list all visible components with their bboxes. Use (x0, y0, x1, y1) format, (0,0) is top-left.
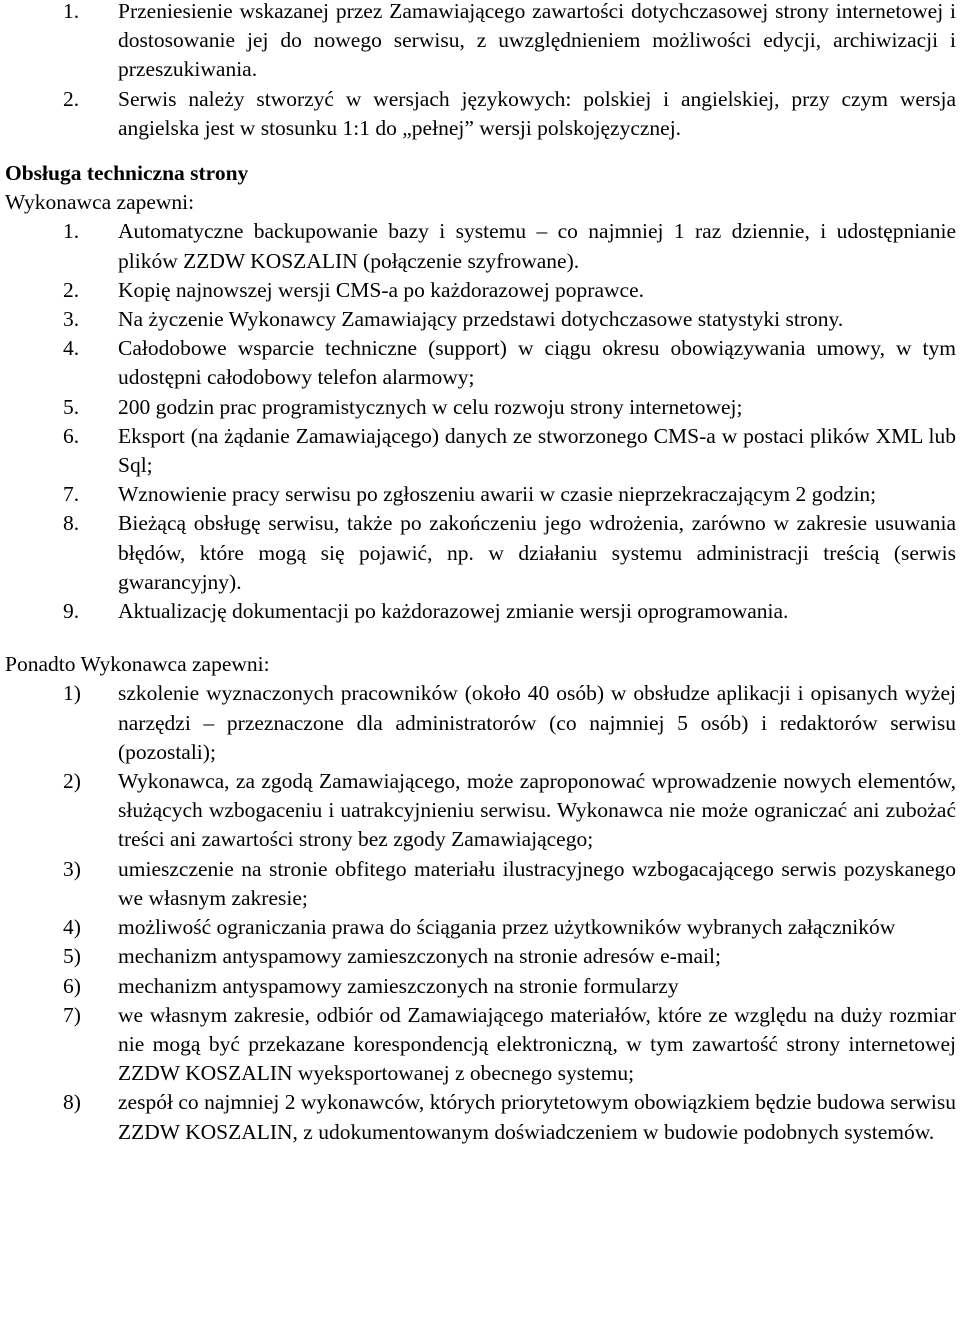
list-item (5, 972, 956, 1001)
list-item (5, 393, 956, 422)
list-number: 1. (63, 219, 80, 244)
list-item (5, 422, 956, 480)
list-item (5, 767, 956, 855)
list-item (5, 276, 956, 305)
tech-list (5, 217, 956, 626)
list-number: 6. (63, 423, 80, 448)
list-number: 1) (63, 681, 81, 706)
list-text: Aktualizację dokumentacji po każdorazowej zmianie wersji oprogramowania. (118, 599, 789, 624)
list-text: Na życzenie Wykonawcy Zamawiający przedstawi dotychczasowe statystyki strony. (118, 307, 844, 332)
list-item (5, 217, 956, 275)
list-number: 5) (63, 944, 81, 969)
list-number: 7) (63, 1002, 81, 1027)
list-text: mechanizm antyspamowy zamieszczonych na stronie adresów e-mail; (118, 944, 721, 969)
list-text: we własnym zakresie, odbiór od Zamawiającego materiałów, które ze względu na duży rozmiar nie mogą być przekazane korespondencją elektroniczną, w tym zawartość strony internetowej ZZDW KOSZALIN wyeksportowanej z obecnego systemu; (118, 1002, 956, 1086)
list-number: 4) (63, 915, 81, 940)
list-item (5, 0, 956, 85)
list-text: szkolenie wyznaczonych pracowników (około 40 osób) w obsłudze aplikacji i opisanych wyżej narzędzi – przeznaczone dla administratorów (co najmniej 5 osób) i redaktorów serwisu (pozostali); (118, 681, 956, 764)
list-text: Eksport (na żądanie Zamawiającego) danych ze stworzonego CMS-a w postaci plików XML lub Sql; (118, 423, 956, 478)
intro-list (5, 0, 956, 143)
list-number: 8. (63, 511, 80, 536)
list-item (5, 942, 956, 971)
list-text: Kopię najnowszej wersji CMS-a po każdorazowej poprawce. (118, 277, 644, 302)
list-text: Całodobowe wsparcie techniczne (support) w ciągu okresu obowiązywania umowy, w tym udostępni całodobowy telefon alarmowy; (118, 336, 956, 390)
list-text: Przeniesienie wskazanej przez Zamawiającego zawartości dotychczasowej strony internetowej i dostosowanie jej do nowego serwisu, z uwzględnieniem możliwości edycji, archiwizacji i przeszukiwania. (118, 0, 956, 82)
list-item (5, 1001, 956, 1089)
list-item (5, 334, 956, 392)
list-number: 3) (63, 856, 81, 881)
list-item (5, 480, 956, 509)
list-number: 1. (63, 0, 80, 23)
list-number: 8) (63, 1090, 81, 1115)
list-number: 2. (63, 86, 80, 111)
additional-list (5, 679, 956, 1146)
list-item (5, 509, 956, 597)
additional-lead: Ponadto Wykonawca zapewni: (5, 652, 270, 677)
list-number: 3. (63, 307, 80, 332)
list-text: Bieżącą obsługę serwisu, także po zakończeniu jego wdrożenia, zarówno w zakresie usuwania błędów, które mogą się pojawić, np. w działaniu systemu administracji treścią (serwis gwarancyjny). (118, 511, 956, 594)
list-item (5, 305, 956, 334)
list-text: 200 godzin prac programistycznych w celu rozwoju strony internetowej; (118, 394, 743, 419)
list-item (5, 85, 956, 143)
list-text: Serwis należy stworzyć w wersjach językowych: polskiej i angielskiej, przy czym wersja angielska jest w stosunku 1:1 do „pełnej” wersji polskojęzycznej. (118, 86, 956, 140)
section-lead: Wykonawca zapewni: (5, 190, 195, 215)
list-item (5, 597, 956, 626)
list-text: możliwość ograniczania prawa do ściągania przez użytkowników wybranych załączników (118, 915, 896, 940)
list-text: Automatyczne backupowanie bazy i systemu – co najmniej 1 raz dziennie, i udostępnianie plików ZZDW KOSZALIN (połączenie szyfrowane). (118, 219, 956, 273)
list-number: 6) (63, 973, 81, 998)
list-item (5, 1088, 956, 1146)
list-item (5, 855, 956, 913)
list-text: zespół co najmniej 2 wykonawców, których priorytetowym obowiązkiem będzie budowa serwisu ZZDW KOSZALIN, z udokumentowanym doświadczeniem w budowie podobnych systemów. (118, 1090, 956, 1144)
list-number: 7. (63, 482, 80, 507)
list-item (5, 913, 956, 942)
list-item (5, 679, 956, 767)
list-number: 2. (63, 277, 80, 302)
list-text: mechanizm antyspamowy zamieszczonych na stronie formularzy (118, 973, 679, 998)
list-text: Wykonawca, za zgodą Zamawiającego, może zaproponować wprowadzenie nowych elementów, służących wzbogaceniu i uatrakcyjnieniu serwisu. Wykonawca nie może ograniczać ani zubożać treści ani zawartości strony bez zgody Zamawiającego; (118, 769, 956, 852)
list-number: 2) (63, 769, 81, 794)
list-number: 9. (63, 599, 80, 624)
list-number: 5. (63, 394, 80, 419)
list-text: umieszczenie na stronie obfitego materiału ilustracyjnego wzbogacającego serwis pozyskanego we własnym zakresie; (118, 856, 956, 910)
list-text: Wznowienie pracy serwisu po zgłoszeniu awarii w czasie nieprzekraczającym 2 godzin; (118, 482, 877, 507)
list-number: 4. (63, 336, 80, 361)
section-heading: Obsługa techniczna strony (5, 161, 249, 186)
